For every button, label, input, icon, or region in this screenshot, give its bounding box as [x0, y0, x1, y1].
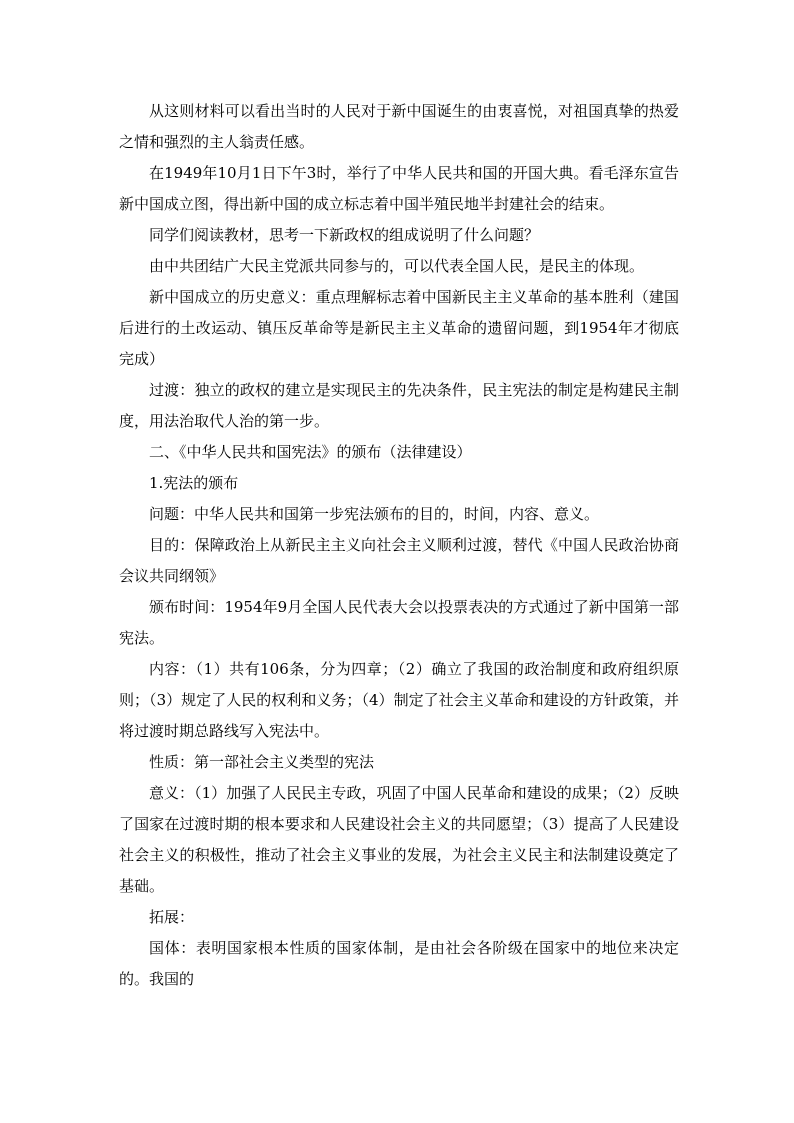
paragraph-historical-significance: 新中国成立的历史意义：重点理解标志着中国新民主主义革命的基本胜利（建国后进行的土改运动、镇压反革命等是新民主主义革命的遗留问题，到1954年才彻底完成） — [119, 288, 679, 368]
paragraph-question-constitution: 问题：中华人民共和国第一步宪法颁布的目的，时间，内容、意义。 — [149, 505, 600, 523]
paragraph-question-regime: 同学们阅读教材，思考一下新政权的组成说明了什么问题？ — [149, 226, 540, 244]
paragraph-founding-ceremony: 在1949年10月1日下午3时，举行了中华人民共和国的开国大典。看毛泽东宣告新中国成立图，得出新中国的成立标志着中国半殖民地半封建社会的结束。 — [119, 164, 679, 213]
paragraph-content: 内容：（1）共有106条，分为四章；（2）确立了我国的政治制度和政府组织原则；（3）规定了人民的权利和义务；（4）制定了社会主义革命和建设的方针政策，并将过渡时期总路线写入宪法中。 — [119, 660, 679, 740]
paragraph-answer-democracy: 由中共团结广大民主党派共同参与的，可以代表全国人民，是民主的体现。 — [149, 257, 645, 275]
paragraph-nature: 性质：第一部社会主义类型的宪法 — [149, 753, 375, 771]
paragraph-promulgation-time: 颁布时间：1954年9月全国人民代表大会以投票表决的方式通过了新中国第一部宪法。 — [119, 598, 679, 647]
paragraph-significance: 意义：（1）加强了人民民主专政，巩固了中国人民革命和建设的成果；（2）反映了国家在过渡时期的根本要求和人民建设社会主义的共同愿望；（3）提高了人民建设社会主义的积极性，推动了社会主义事业的发展，为社会主义民主和法制建设奠定了基础。 — [119, 784, 679, 895]
section-heading-constitution: 二、《中华人民共和国宪法》的颁布（法律建设） — [149, 443, 472, 461]
subsection-heading-promulgation: 1.宪法的颁布 — [149, 474, 239, 492]
paragraph-material-analysis: 从这则材料可以看出当时的人民对于新中国诞生的由衷喜悦，对祖国真挚的热爱之情和强烈的主人翁责任感。 — [119, 102, 679, 151]
paragraph-transition: 过渡：独立的政权的建立是实现民主的先决条件，民主宪法的制定是构建民主制度，用法治取代人治的第一步。 — [119, 381, 679, 430]
paragraph-state-system: 国体：表明国家根本性质的国家体制，是由社会各阶级在国家中的地位来决定的。我国的 — [119, 939, 679, 988]
paragraph-extension: 拓展： — [149, 908, 195, 926]
paragraph-purpose: 目的：保障政治上从新民主主义向社会主义顺利过渡，替代《中国人民政治协商会议共同纲领》 — [119, 536, 679, 585]
document-body — [119, 96, 679, 995]
